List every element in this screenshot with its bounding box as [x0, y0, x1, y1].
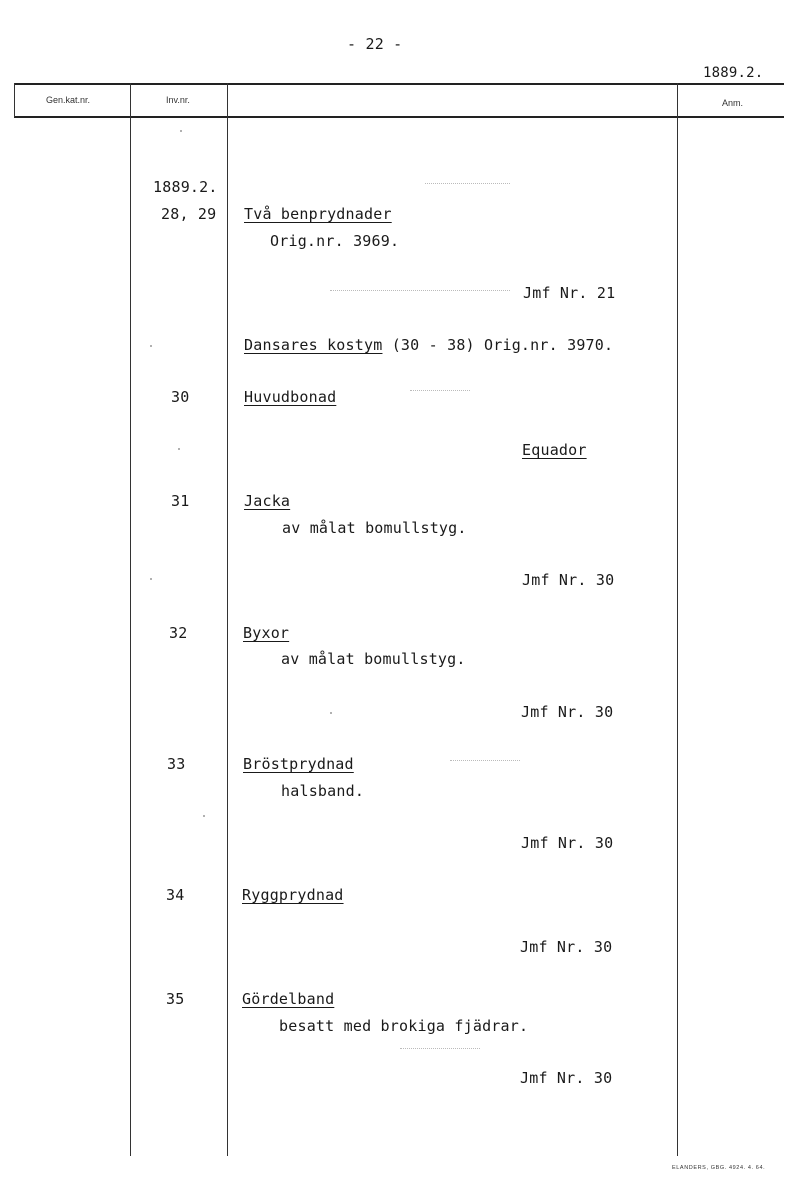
entry-title: Huvudbonad [244, 388, 337, 406]
entry-inv-number: 30 [171, 388, 190, 406]
entry-description: av målat bomullstyg. [281, 650, 466, 668]
entry-inv-number: 35 [166, 990, 185, 1008]
entry-inv-number: 28, 29 [161, 205, 217, 223]
paper-mark [425, 183, 510, 184]
printer-imprint: ELANDERS, GBG. 4924. 4. 64. [672, 1165, 766, 1171]
paper-mark [330, 290, 510, 291]
entry-inv-number: 31 [171, 492, 190, 510]
left-border-line [14, 83, 15, 117]
column-header-anm: Anm. [722, 98, 744, 108]
entry-title: Gördelband [242, 990, 335, 1008]
paper-speck [203, 815, 205, 817]
year-reference: 1889.2. [703, 65, 764, 81]
entry-origin: Equador [522, 441, 587, 459]
paper-mark [400, 1048, 480, 1049]
entry-inv-number: 34 [166, 886, 185, 904]
entry-group-range: (30 - 38) Orig.nr. 3970. [382, 336, 614, 354]
entry-description: Orig.nr. 3969. [270, 232, 400, 250]
paper-mark [450, 760, 520, 761]
entry-reference: Jmf Nr. 30 [521, 834, 614, 852]
entry-description: besatt med brokiga fjädrar. [279, 1017, 529, 1035]
entry-inv-number: 32 [169, 624, 188, 642]
paper-speck [330, 712, 332, 714]
paper-speck [150, 345, 152, 347]
column-divider-gen-inv [130, 83, 131, 1156]
entry-title: Ryggprydnad [242, 886, 344, 904]
entry-title: Jacka [244, 492, 291, 510]
entry-title: Två benprydnader [244, 205, 392, 223]
entry-title: Dansares kostym [244, 336, 383, 354]
entry-inv-number: 33 [167, 755, 186, 773]
page-number: - 22 - [347, 35, 403, 53]
entry-reference: Jmf Nr. 30 [520, 938, 613, 956]
column-header-inv-nr: Inv.nr. [166, 95, 190, 105]
column-divider-desc-anm [677, 83, 678, 1156]
entry-reference: Jmf Nr. 30 [522, 571, 615, 589]
batch-year: 1889.2. [153, 178, 218, 196]
entry-reference: Jmf Nr. 30 [521, 703, 614, 721]
paper-speck [178, 448, 180, 450]
entry-reference: Jmf Nr. 21 [523, 284, 616, 302]
entry-description: av målat bomullstyg. [282, 519, 467, 537]
entry-description: halsband. [281, 782, 365, 800]
paper-mark [410, 390, 470, 391]
entry-title: Byxor [243, 624, 290, 642]
paper-speck [180, 130, 182, 132]
entry-reference: Jmf Nr. 30 [520, 1069, 613, 1087]
column-header-gen-kat-nr: Gen.kat.nr. [46, 95, 91, 105]
entry-group-line [244, 336, 613, 354]
paper-speck [150, 578, 152, 580]
column-divider-inv-desc [227, 83, 228, 1156]
entry-title: Bröstprydnad [243, 755, 354, 773]
